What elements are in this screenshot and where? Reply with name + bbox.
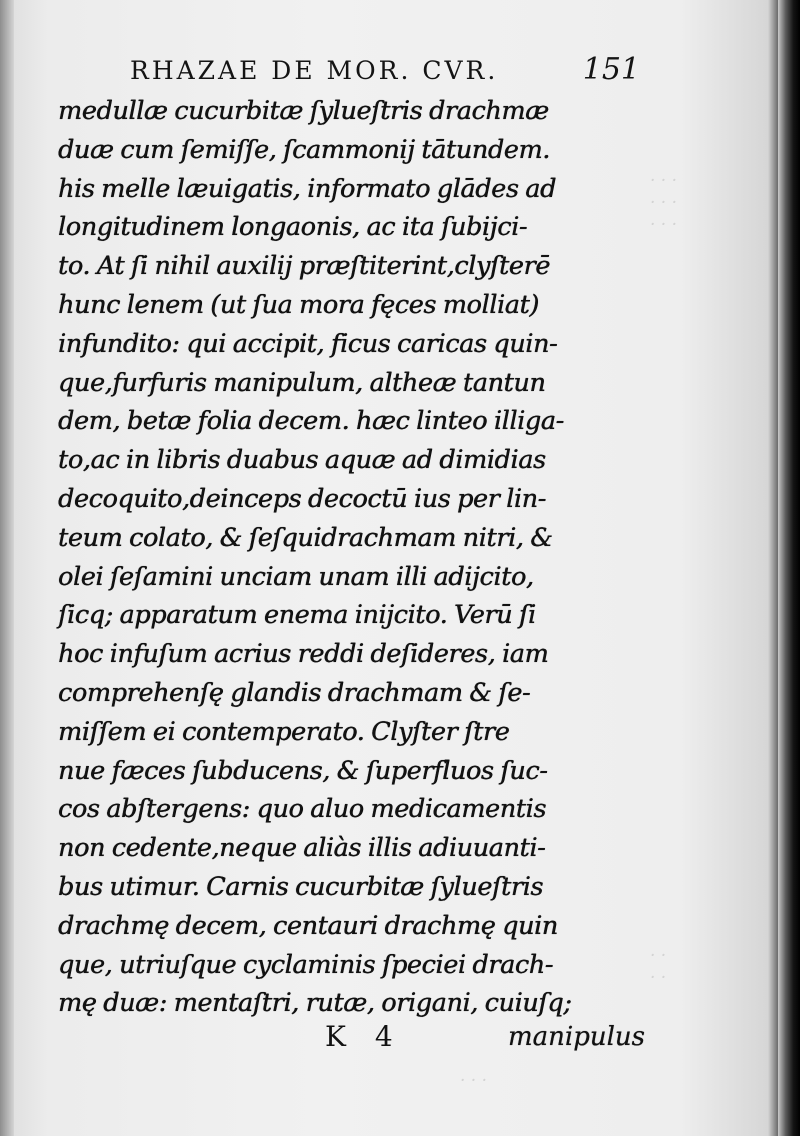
text-line: hunc lenem (ut ſua mora fęces molliat) xyxy=(58,289,539,320)
text-line: que,furfuris manipulum, altheæ tantun xyxy=(58,367,546,398)
text-line: drachmę decem, centauri drachmę quin xyxy=(58,910,558,941)
running-title: RHAZAE DE MOR. CVR. xyxy=(130,56,499,85)
book-gutter-shadow xyxy=(778,0,800,1136)
text-line: duæ cum ſemiſſe, ſcammonij tātundem. xyxy=(58,134,550,165)
signature-mark: K 4 xyxy=(325,1020,403,1053)
text-line: olei ſeſamini unciam unam illi adijcito, xyxy=(58,561,534,592)
text-line: teum colato, & ſeſquidrachmam nitri, & xyxy=(58,522,553,553)
text-line: longitudinem longaonis, ac ita ſubijci- xyxy=(58,212,528,243)
text-line: medullæ cucurbitæ ſylueſtris drachmæ xyxy=(58,96,549,126)
body-text xyxy=(58,92,648,1023)
text-line: to. At ſi nihil auxilij præſtiterint,clyſterē xyxy=(58,251,550,282)
page-left-edge xyxy=(0,0,14,1136)
text-line: decoquito,deinceps decoctū ius per lin- xyxy=(58,483,546,514)
text-line: dem, betæ folia decem. hæc linteo illiga- xyxy=(58,406,564,437)
running-head xyxy=(130,54,640,86)
text-line: to,ac in libris duabus aquæ ad dimidias xyxy=(58,445,546,476)
text-line: non cedente,neque aliàs illis adiuuanti- xyxy=(58,833,546,864)
text-line: ſicq; apparatum enema inijcito. Verū ſi xyxy=(58,600,536,631)
text-line: que, utriuſque cyclaminis ſpeciei drach- xyxy=(58,949,553,980)
text-line: bus utimur. Carnis cucurbitæ ſylueſtris xyxy=(58,871,544,902)
page-number: 151 xyxy=(582,52,640,87)
page-footer xyxy=(325,1020,645,1060)
text-line: cos abſtergens: quo aluo medicamentis xyxy=(58,794,547,825)
bleed-through-text: · · · xyxy=(460,1071,488,1091)
text-line: infundito: qui accipit, ficus caricas quin- xyxy=(58,328,558,359)
text-line: his melle læuigatis, informato glādes ad xyxy=(58,173,556,204)
text-line: hoc infuſum acrius reddi deſideres, iam xyxy=(58,639,549,670)
catchword: manipulus xyxy=(507,1022,645,1052)
text-line: nue fæces ſubducens, & ſuperfluos ſuc- xyxy=(58,755,548,786)
bleed-through-text: · · · · · · · · · xyxy=(650,171,678,235)
text-line: mę duæ: mentaſtri, rutæ, origani, cuiuſq; xyxy=(58,988,572,1019)
bleed-through-text: · · · · xyxy=(650,946,667,988)
text-line: miſſem ei contemperato. Clyſter ſtre xyxy=(58,716,510,747)
text-line: comprehenſę glandis drachmam & ſe- xyxy=(58,677,531,708)
